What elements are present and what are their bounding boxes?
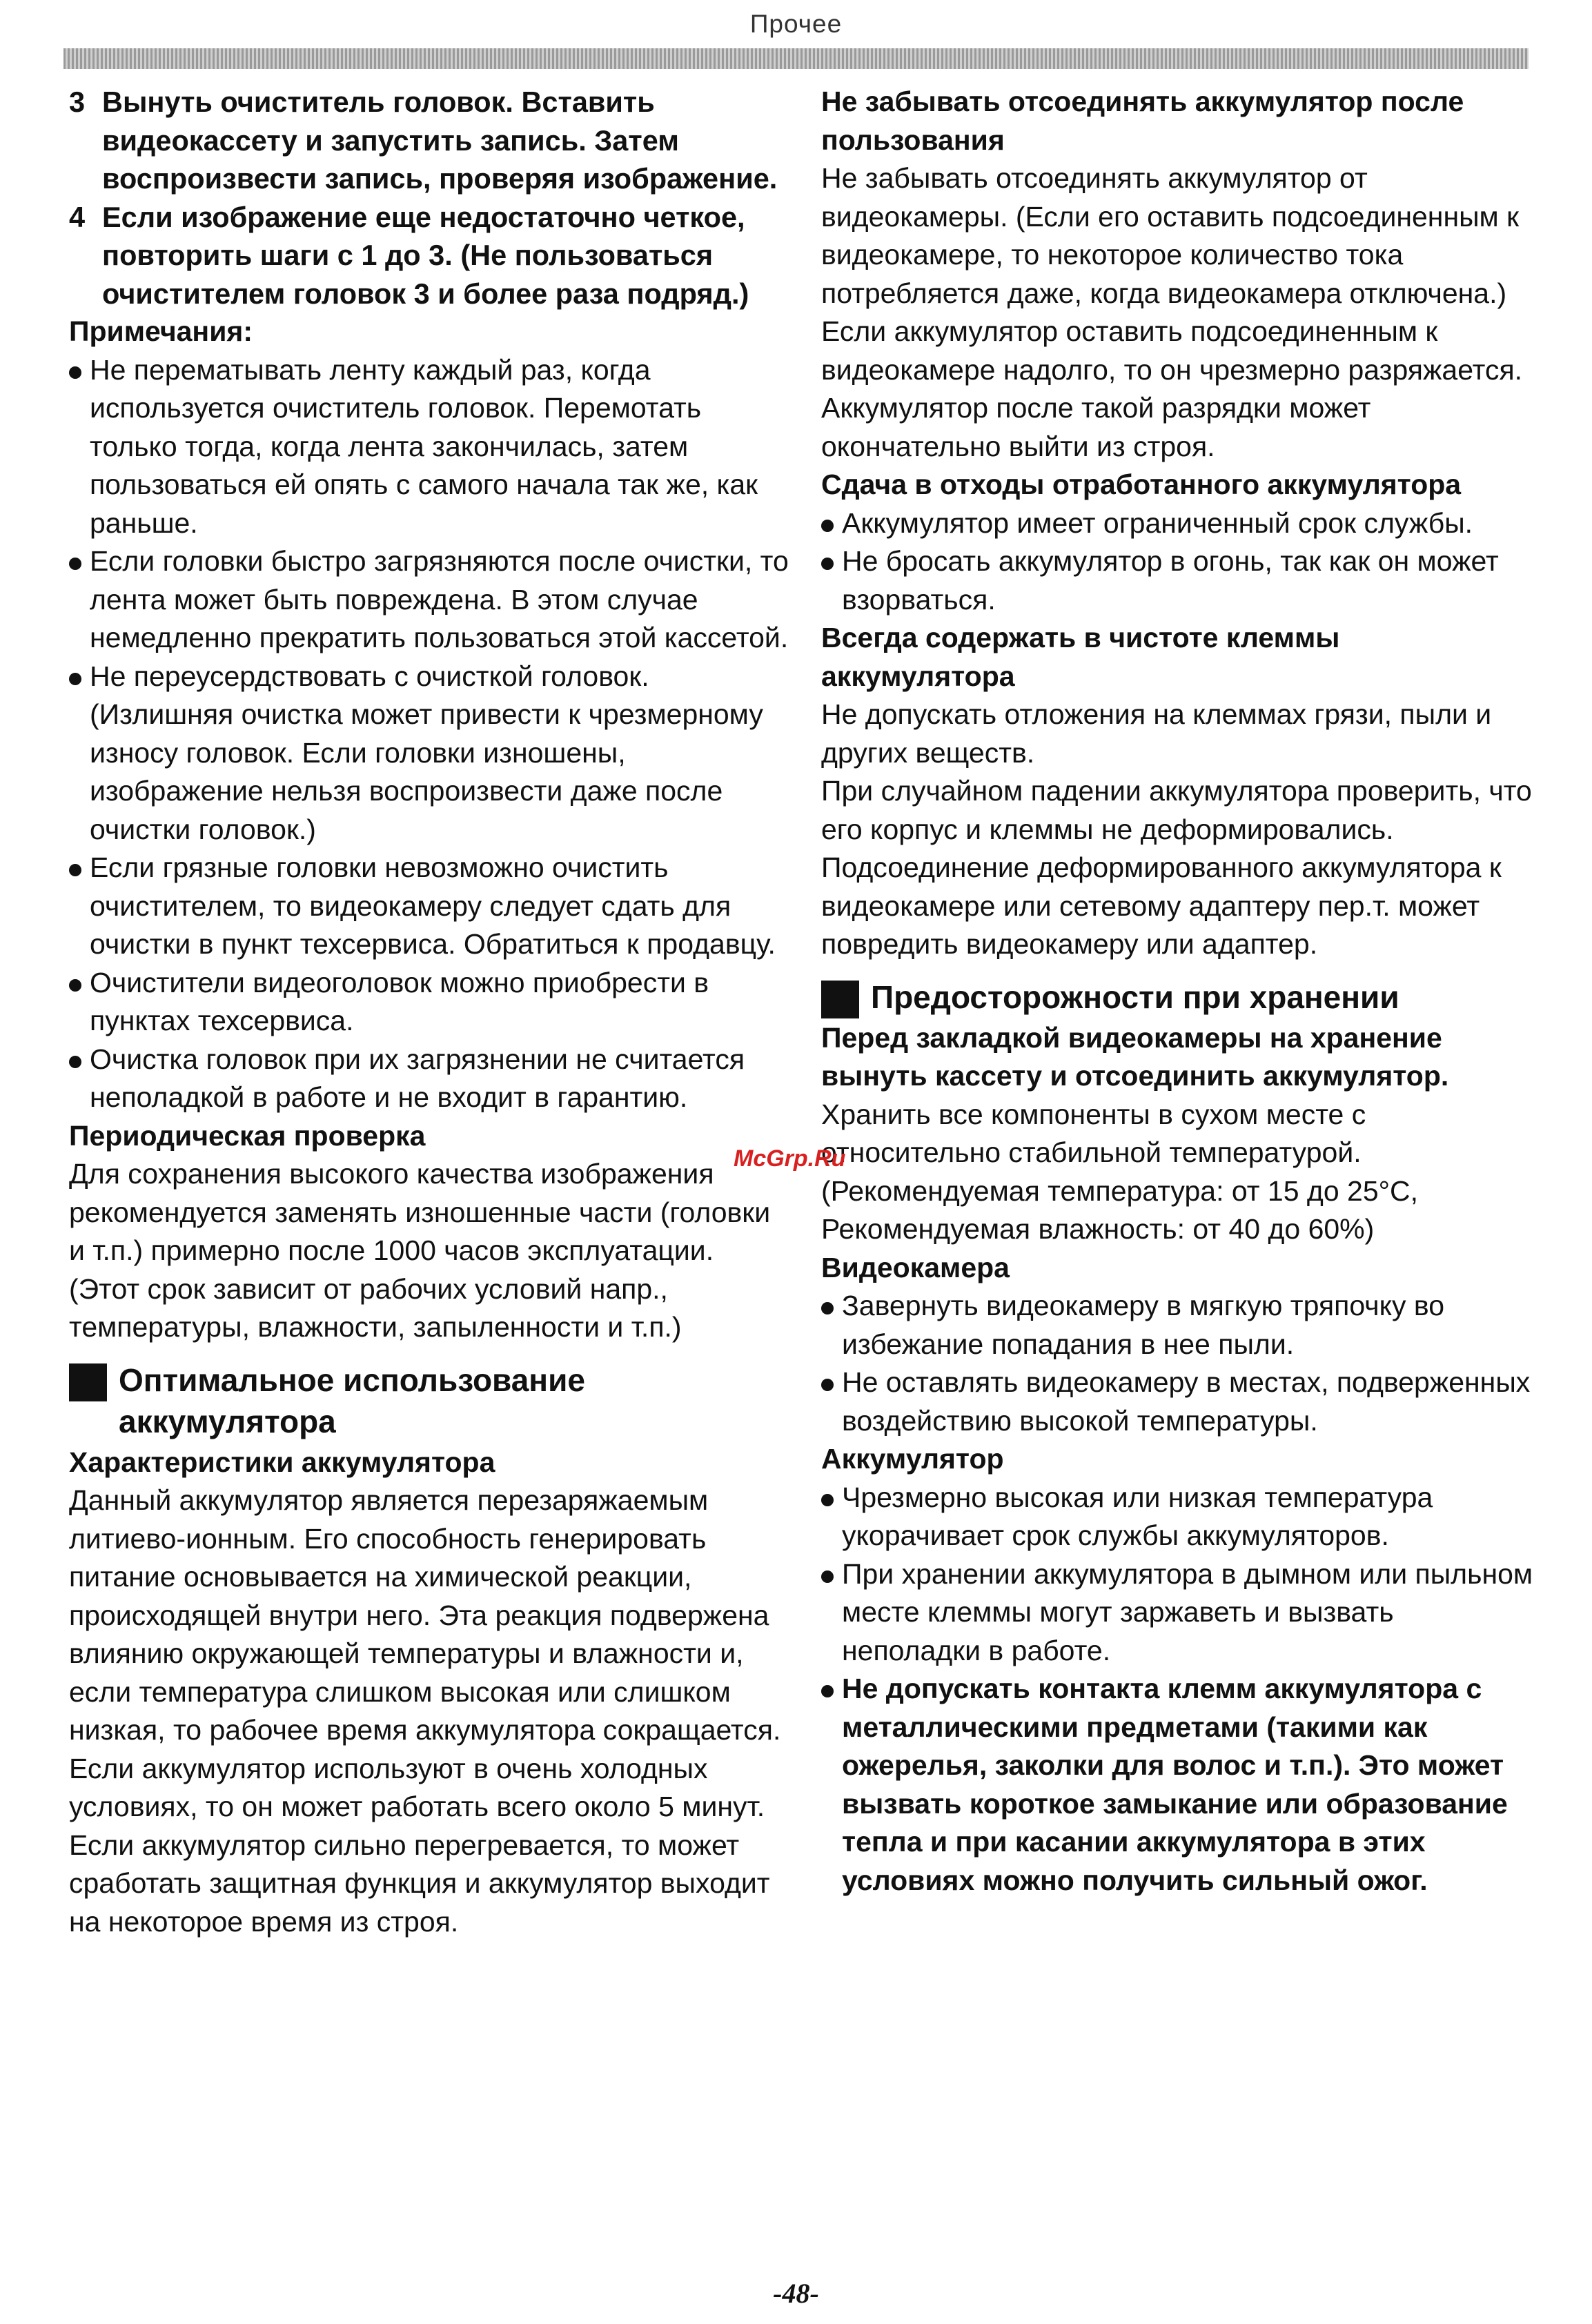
note-item: Очистка головок при их загрязнении не считается неполадкой в работе и не входит в гарантию. [69, 1041, 790, 1117]
periodic-text: Для сохранения высокого качества изображения рекомендуется заменять изношенные части (головки и т.п.) примерно после 1000 часов эксплуатации. (Этот срок зависит от рабочих условий напр., температуры, влажности, запыленности и т.п.) [69, 1158, 771, 1343]
storage-text: Хранить все компоненты в сухом месте с относительно стабильной температурой. [821, 1098, 1366, 1168]
clean-text-1: Не допускать отложения на клеммах грязи, пыли и других веществ. [821, 698, 1492, 769]
page-number: -48- [773, 2278, 819, 2309]
section-storage [821, 976, 1539, 1018]
notes-heading: Примечания: [69, 315, 253, 347]
camera-item: Завернуть видеокамеру в мягкую тряпочку во избежание попадания в нее пыли. [821, 1287, 1539, 1363]
detach-heading: Не забывать отсоединять аккумулятор после пользования [821, 86, 1464, 156]
section-marker-icon [821, 981, 859, 1018]
left-column [69, 83, 790, 1941]
clean-heading: Всегда содержать в чистоте клеммы аккумулятора [821, 622, 1340, 692]
step-3-text: Вынуть очиститель головок. Вставить видеокассету и запустить запись. Затем воспроизвести запись, проверяя изображение. [102, 86, 778, 195]
note-item: Очистители видеоголовок можно приобрести в пунктах техсервиса. [69, 964, 790, 1041]
step-4 [69, 198, 790, 313]
step-4-text: Если изображение еще недостаточно четкое, повторить шаги с 1 до 3. (Не пользоваться очистителем головок 3 и более раза подряд.) [102, 200, 749, 310]
right-column [821, 83, 1539, 1900]
humidity-line: Рекомендуемая влажность: от 40 до 60%) [821, 1213, 1375, 1245]
section-marker-icon [69, 1363, 107, 1401]
header-band [63, 48, 1529, 69]
section-title: Оптимальное использование аккумулятора [119, 1361, 585, 1439]
camera-heading: Видеокамера [821, 1251, 1010, 1283]
note-item: Если грязные головки невозможно очистить очистителем, то видеокамеру следует сдать для очистки в пункт техсервиса. Обратиться к продавцу. [69, 849, 790, 964]
section-battery-usage [69, 1359, 790, 1442]
section-title: Предосторожности при хранении [871, 978, 1399, 1015]
watermark: McGrp.Ru [734, 1145, 846, 1172]
periodic-heading: Периодическая проверка [69, 1119, 426, 1152]
temp-line: (Рекомендуемая температура: от 15 до 25°C, [821, 1174, 1419, 1207]
disposal-item: Не бросать аккумулятор в огонь, так как он может взорваться. [821, 542, 1539, 619]
disposal-heading: Сдача в отходы отработанного аккумулятора [821, 469, 1462, 500]
battery-heading: Аккумулятор [821, 1443, 1004, 1475]
step-3 [69, 83, 790, 198]
note-item: Не перематывать ленту каждый раз, когда используется очиститель головок. Перемотать только тогда, когда лента закончилась, затем пользоваться ей опять с самого начала так же, как раньше. [69, 351, 790, 543]
battery-item: Чрезмерно высокая или низкая температура укорачивает срок службы аккумуляторов. [821, 1479, 1539, 1555]
char-heading: Характеристики аккумулятора [69, 1446, 495, 1478]
step-3-number: 3 [69, 86, 86, 118]
detach-text: Не забывать отсоединять аккумулятор от видеокамеры. (Если его оставить подсоединенным к видеокамере, то некоторое количество тока потребляется даже, когда видеокамера отключена.) Если аккумулятор оставить подсоединенным к видеокамере надолго, то он чрезмерно разряжается. Аккумулятор после такой разрядки может окончательно выйти из строя. [821, 162, 1523, 462]
storage-heading: Перед закладкой видеокамеры на хранение вынуть кассету и отсоединить аккумулятор. [821, 1021, 1449, 1092]
battery-item: При хранении аккумулятора в дымном или пыльном месте клеммы могут заржаветь и вызвать неполадки в работе. [821, 1555, 1539, 1671]
disposal-item: Аккумулятор имеет ограниченный срок службы. [821, 504, 1539, 543]
clean-text-3: Подсоединение деформированного аккумулятора к видеокамере или сетевому адаптеру пер.т. может повредить видеокамеру или адаптер. [821, 851, 1502, 960]
clean-text-2: При случайном падении аккумулятора проверить, что его корпус и клеммы не деформировались. [821, 775, 1532, 845]
char-text: Данный аккумулятор является перезаряжаемым литиево-ионным. Его способность генерировать питание основывается на химической реакции, происходящей внутри него. Эта реакция подвержена влиянию окружающей температуры и влажности и, если температура слишком высокая или слишком низкая, то рабочее время аккумулятора сокращается. Если аккумулятор используют в очень холодных условиях, то он может работать всего около 5 минут. Если аккумулятор сильно перегревается, то может сработать защитная функция и аккумулятор выходит на некоторое время из строя. [69, 1484, 781, 1938]
battery-warning-item: Не допускать контакта клемм аккумулятора с металлическими предметами (такими как ожерелья, заколки для волос и т.п.). Это может вызвать короткое замыкание или образование тепла и при касании аккумулятора в этих условиях можно получить сильный ожог. [821, 1670, 1539, 1900]
step-4-number: 4 [69, 200, 86, 233]
page-header-title: Прочее [749, 10, 843, 38]
note-item: Если головки быстро загрязняются после очистки, то лента может быть повреждена. В этом случае немедленно прекратить пользоваться этой кассетой. [69, 542, 790, 658]
camera-item: Не оставлять видеокамеру в местах, подверженных воздействию высокой температуры. [821, 1363, 1539, 1440]
note-item: Не переусердствовать с очисткой головок. (Излишняя очистка может привести к чрезмерному износу головок. Если головки изношены, изображение нельзя воспроизвести даже после очистки головок.) [69, 658, 790, 849]
